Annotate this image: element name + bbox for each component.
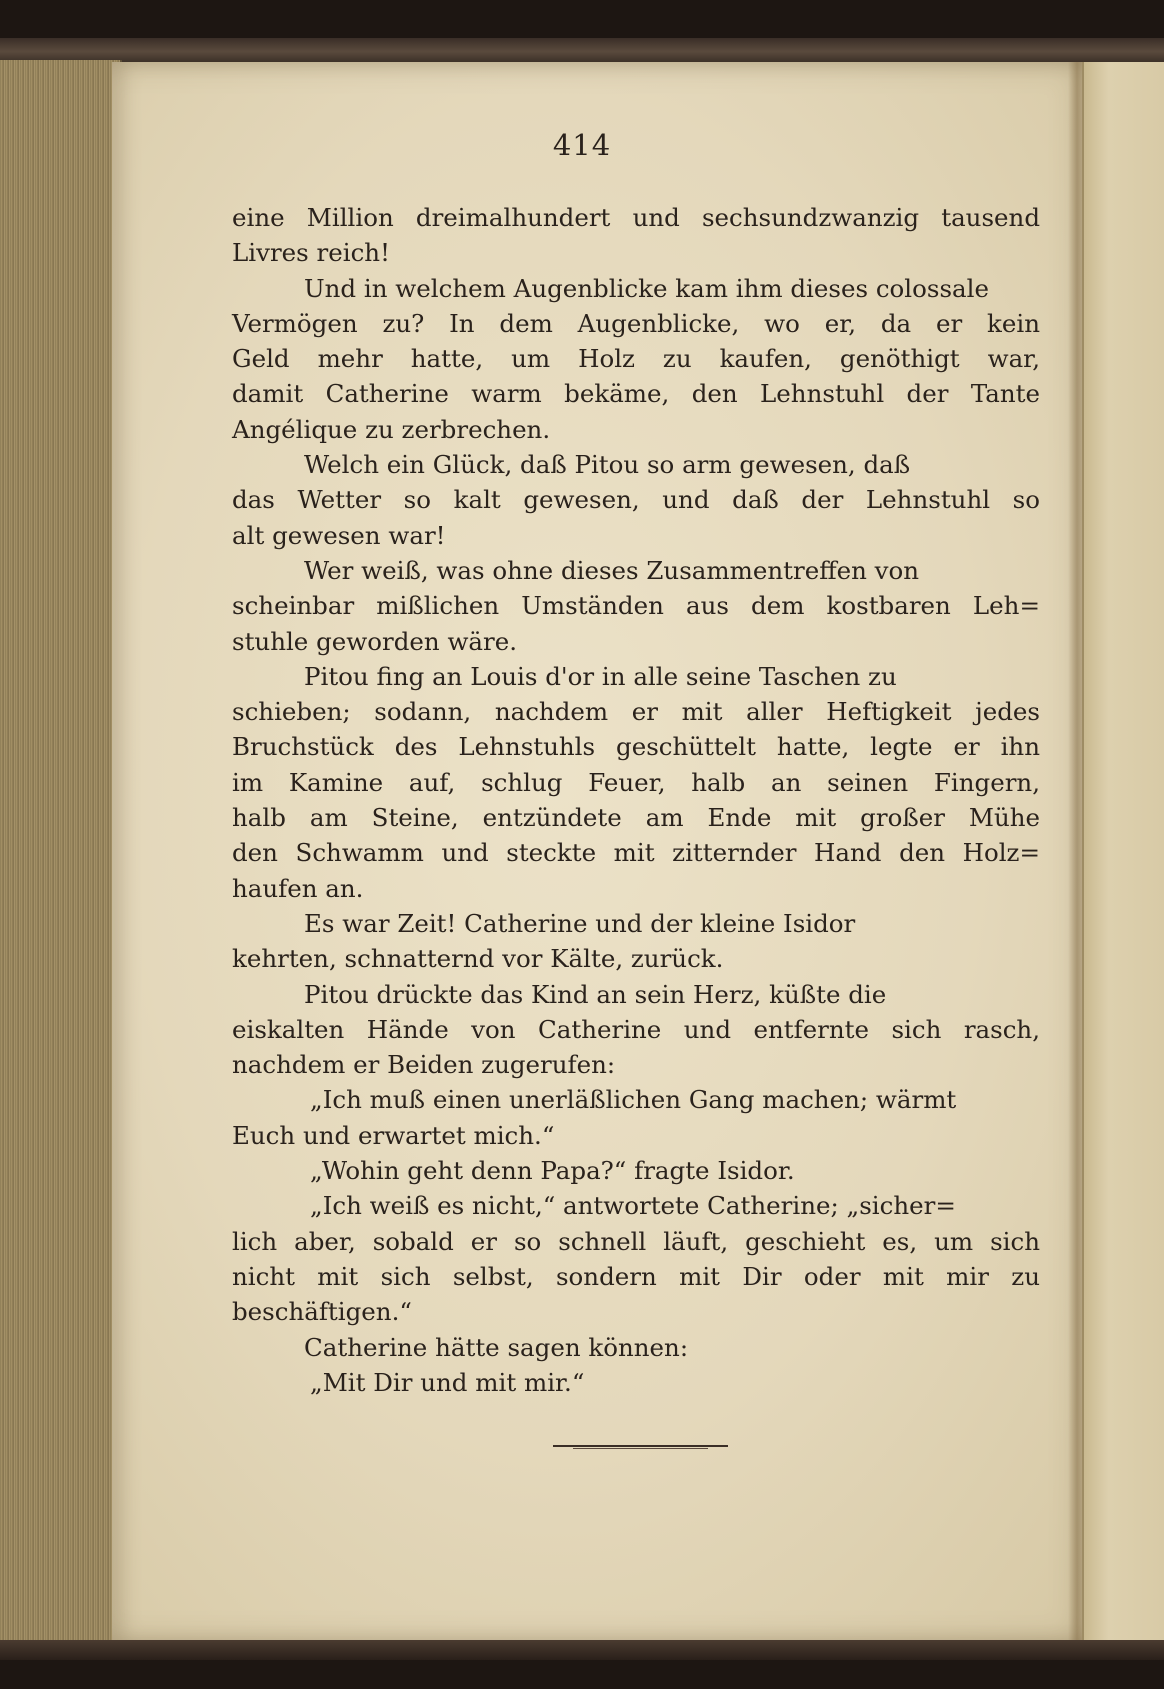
page-block-edge	[0, 60, 122, 1645]
text-line: „Ich weiß es nicht,“ antwortete Catherine; „sicher=	[310, 1191, 956, 1221]
text-line: „Mit Dir und mit mir.“	[310, 1367, 585, 1397]
text-line: im Kamine auf, schlug Feuer, halb an seinen Fingern,	[232, 767, 1040, 797]
text-line: Euch und erwartet mich.“	[232, 1120, 555, 1150]
text-line: Angélique zu zerbrechen.	[232, 414, 551, 444]
text-line: alt gewesen war!	[232, 520, 446, 550]
text-line: Catherine hätte sagen können:	[304, 1332, 689, 1362]
text-line: „Ich muß einen unerläßlichen Gang machen; wärmt	[310, 1085, 957, 1115]
text-line: den Schwamm und steckte mit zitternder Hand den Holz=	[232, 838, 1040, 868]
facing-page-edge	[1082, 62, 1164, 1642]
text-line: nachdem er Beiden zugerufen:	[232, 1050, 616, 1080]
text-line: Und in welchem Augenblicke kam ihm dieses colossale	[304, 273, 989, 303]
text-line: stuhle geworden wäre.	[232, 626, 518, 656]
text-line: „Wohin geht denn Papa?“ fragte Isidor.	[310, 1156, 795, 1186]
text-line: damit Catherine warm bekäme, den Lehnstuhl der Tante	[232, 379, 1040, 409]
text-line: beschäftigen.“	[232, 1297, 412, 1327]
text-line: das Wetter so kalt gewesen, und daß der Lehnstuhl so	[232, 485, 1040, 515]
book-bottom-edge	[0, 1640, 1164, 1660]
text-line: haufen an.	[232, 873, 364, 903]
text-line: Vermögen zu? In dem Augenblicke, wo er, da er kein	[232, 308, 1040, 338]
text-line: Geld mehr hatte, um Holz zu kaufen, genöthigt war,	[232, 344, 1040, 374]
text-line: kehrten, schnatternd vor Kälte, zurück.	[232, 944, 724, 974]
chapter-end-rule	[553, 1445, 728, 1447]
text-line: eiskalten Hände von Catherine und entfernte sich rasch,	[232, 1014, 1040, 1044]
text-line: lich aber, sobald er so schnell läuft, geschieht es, um sich	[232, 1226, 1040, 1256]
text-line: Wer weiß, was ohne dieses Zusammentreffen von	[304, 555, 920, 585]
text-line: Pitou drückte das Kind an sein Herz, küßte die	[304, 979, 887, 1009]
text-line: eine Million dreimalhundert und sechsundzwanzig tausend	[232, 203, 1040, 232]
text-line: Welch ein Glück, daß Pitou so arm gewesen, daß	[304, 450, 911, 480]
text-line: scheinbar mißlichen Umständen aus dem kostbaren Leh=	[232, 591, 1040, 621]
page-number: 414	[552, 128, 612, 162]
text-line: Bruchstück des Lehnstuhls geschüttelt hatte, legte er ihn	[232, 732, 1040, 762]
text-line: Pitou fing an Louis d'or in alle seine Taschen zu	[304, 661, 897, 691]
text-line: nicht mit sich selbst, sondern mit Dir oder mit mir zu	[232, 1261, 1040, 1291]
body-text	[232, 200, 1040, 1400]
text-line: halb am Steine, entzündete am Ende mit großer Mühe	[232, 803, 1040, 833]
text-line: Livres reich!	[232, 238, 390, 268]
text-line: schieben; sodann, nachdem er mit aller Heftigkeit jedes	[232, 697, 1040, 727]
text-line: Es war Zeit! Catherine und der kleine Isidor	[304, 908, 856, 938]
